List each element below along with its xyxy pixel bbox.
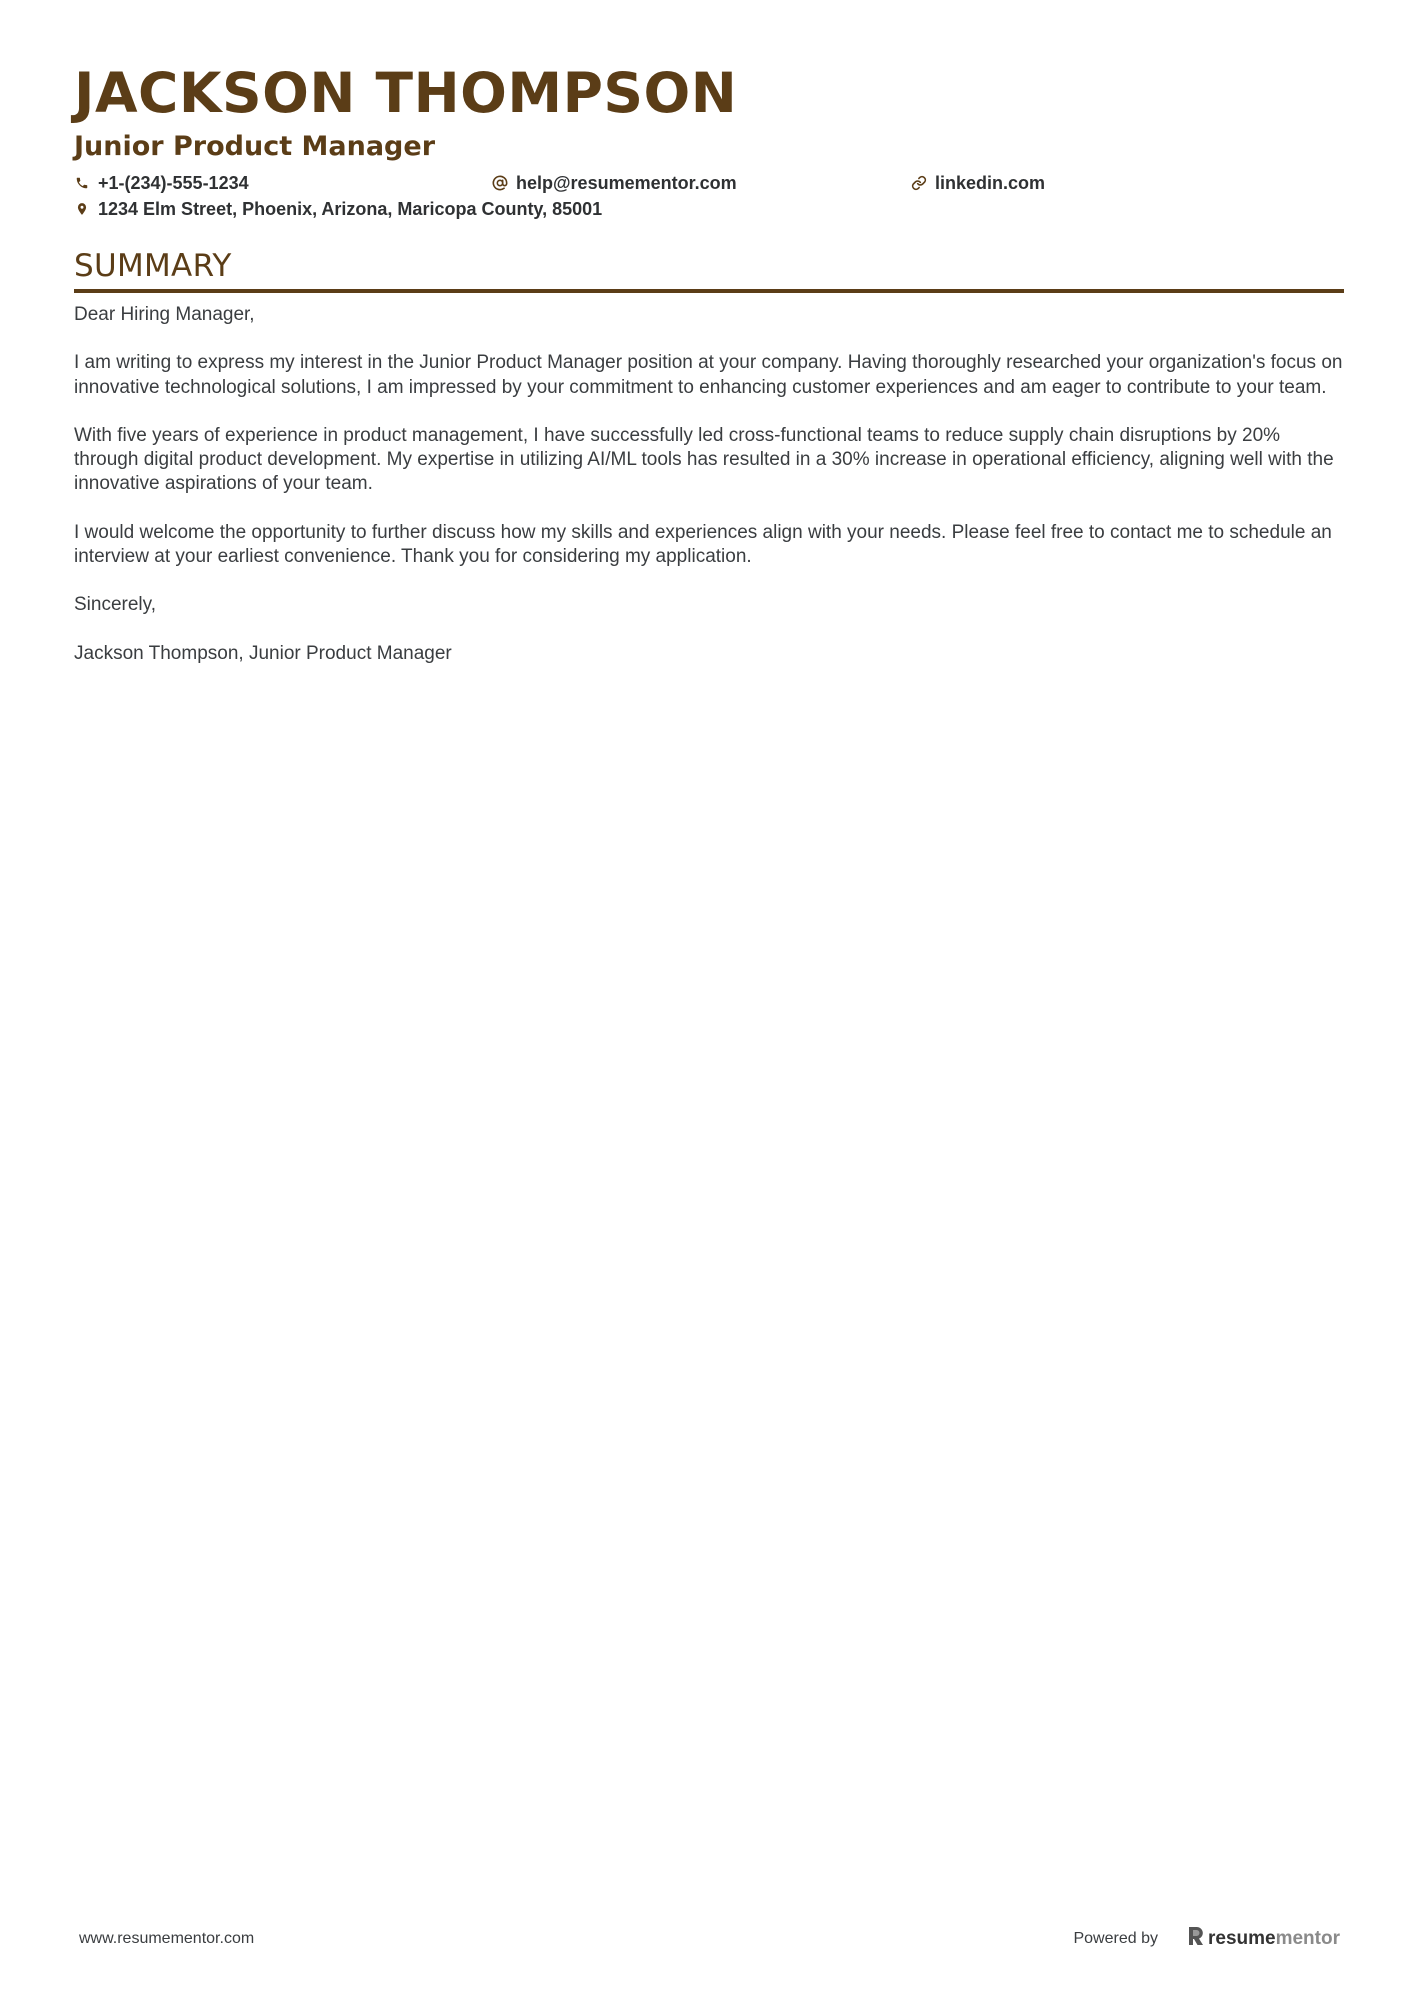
contact-row-2 [74, 196, 1344, 222]
at-sign-icon [492, 175, 508, 191]
summary-body [74, 303, 1344, 666]
map-pin-icon [74, 201, 90, 217]
email-text[interactable]: help@resumementor.com [516, 172, 737, 193]
footer-branding [1073, 1926, 1340, 1952]
powered-by-text: Powered by [1073, 1930, 1158, 1947]
phone-icon [74, 175, 90, 191]
candidate-role: Junior Product Manager [74, 131, 436, 162]
paragraph-3: I would welcome the opportunity to further discuss how my skills and experiences align with your needs. Please feel free to contact me to schedule an interview at your earliest convenience. Thank you for considering my application. [74, 521, 1332, 568]
contact-website [911, 173, 1045, 194]
section-divider [74, 289, 1344, 293]
contact-phone [74, 173, 492, 194]
brand-light: mentor [1275, 1928, 1340, 1949]
candidate-name: JACKSON THOMPSON [74, 61, 738, 125]
contact-row-1 [74, 170, 1344, 196]
footer-website[interactable]: www.resumementor.com [79, 1930, 255, 1947]
resume-page [74, 58, 1344, 690]
closing: Sincerely, [74, 594, 157, 616]
signature: Jackson Thompson, Junior Product Manager [74, 642, 452, 664]
link-icon [911, 175, 927, 191]
phone-text: +1-(234)-555-1234 [98, 172, 249, 193]
paragraph-1: I am writing to express my interest in the Junior Product Manager position at your company. Having thoroughly researched your organization's focus on innovative technological solutions, I am impressed by your commitment to enhancing customer experiences and am eager to contribute to your team. [74, 352, 1343, 398]
website-text[interactable]: linkedin.com [935, 172, 1046, 193]
address-text: 1234 Elm Street, Phoenix, Arizona, Maricopa County, 85001 [98, 198, 603, 219]
contact-address [74, 199, 602, 220]
resumementor-logo-icon [1188, 1926, 1204, 1952]
brand-bold: resume [1207, 1928, 1276, 1949]
contact-info [74, 170, 1344, 222]
brand-logo[interactable] [1188, 1926, 1340, 1952]
greeting: Dear Hiring Manager, [74, 304, 255, 325]
summary-heading: SUMMARY [74, 248, 232, 284]
contact-email [492, 173, 911, 194]
paragraph-2: With five years of experience in product management, I have successfully led cross-functional teams to reduce supply chain disruptions by 20% through digital product development. My expertise in utilizing AI/ML tools has resulted in a 30% increase in operational efficiency, aligning well with the innovative aspirations of your team. [74, 424, 1334, 495]
